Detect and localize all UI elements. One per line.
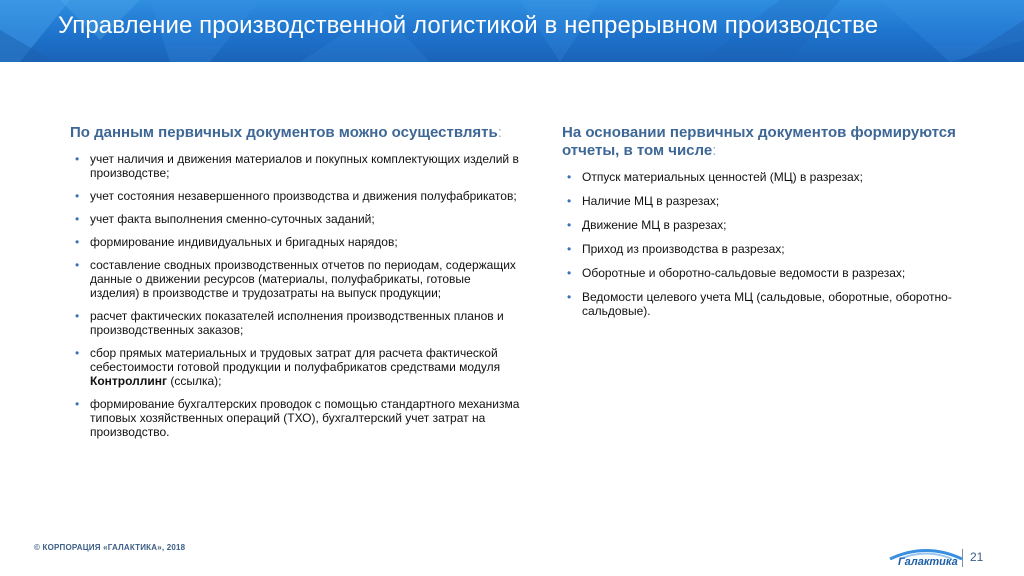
title-banner [0,0,1024,62]
list-item-text-after: (ссылка); [167,374,222,388]
page-number: 21 [970,550,984,564]
list-item-text: учет состояния незавершенного производства и движения полуфабрикатов; [90,189,517,203]
bullet-icon: • [75,235,80,249]
bullet-icon: • [567,242,572,256]
logo-wordmark: Галактика [898,556,958,568]
right-column [562,124,992,328]
copyright-notice: © КОРПОРАЦИЯ «ГАЛАКТИКА», 2018 [34,543,186,552]
list-item [562,266,992,280]
right-heading-text: На основании первичных документов формируются отчеты, в том числе [562,124,956,159]
bullet-icon: • [567,218,572,232]
list-item [70,309,520,337]
bullet-icon: • [75,152,80,166]
bullet-icon: • [567,266,572,280]
bullet-icon: • [567,170,572,184]
list-item [562,242,992,256]
right-column-heading [562,124,992,160]
list-item [70,212,520,226]
list-item [70,258,520,300]
list-item-text: Оборотные и оборотно-сальдовые ведомости в разрезах; [582,266,906,280]
bullet-icon: • [75,258,80,272]
left-heading-colon: : [497,124,502,141]
bullet-icon: • [567,194,572,208]
right-bullet-list [562,170,992,318]
footer-divider [962,549,963,567]
list-item-text: учет факта выполнения сменно-суточных заданий; [90,212,375,226]
bullet-icon: • [75,346,80,360]
galaktika-logo [880,548,970,570]
bullet-icon: • [75,309,80,323]
right-heading-colon: : [712,142,717,159]
list-item [562,170,992,184]
list-item-text: Отпуск материальных ценностей (МЦ) в разрезах; [582,170,863,184]
list-item-text: Ведомости целевого учета МЦ (сальдовые, оборотные, оборотно-сальдовые). [582,290,952,318]
bullet-icon: • [567,290,572,304]
list-item-text: формирование бухгалтерских проводок с помощью стандартного механизма типовых хозяйственных операций (ТХО), бухгалтерский учет затрат на производство. [90,397,520,439]
slide-title: Управление производственной логистикой в непрерывном производстве [58,12,879,39]
list-item [70,346,520,388]
list-item-text: Движение МЦ в разрезах; [582,218,727,232]
list-item [562,194,992,208]
bullet-icon: • [75,397,80,411]
list-item [70,189,520,203]
controlling-module-link[interactable]: Контроллинг [90,374,168,388]
list-item-text: Приход из производства в разрезах; [582,242,785,256]
list-item [70,235,520,249]
left-column-heading [70,124,520,142]
list-item-text-before: сбор прямых материальных и трудовых затрат для расчета фактической себестоимости готовой продукции и полуфабрикатов средствами модуля [90,346,501,374]
list-item [70,397,520,439]
list-item-text: расчет фактических показателей исполнения производственных планов и производственных заказов; [90,309,504,337]
list-item-text: Наличие МЦ в разрезах; [582,194,720,208]
list-item-text: составление сводных производственных отчетов по периодам, содержащих данные о движении ресурсов (материалы, полуфабрикаты, готовые изделия) в производстве и трудозатраты на выпуск продукции; [90,258,516,300]
bullet-icon: • [75,189,80,203]
list-item-text: формирование индивидуальных и бригадных нарядов; [90,235,398,249]
left-bullet-list [70,152,520,439]
list-item [562,290,992,318]
list-item [70,152,520,180]
left-column [70,124,520,448]
list-item [562,218,992,232]
list-item-text: учет наличия и движения материалов и покупных комплектующих изделий в производстве; [90,152,519,180]
left-heading-text: По данным первичных документов можно осуществлять [70,124,498,141]
bullet-icon: • [75,212,80,226]
